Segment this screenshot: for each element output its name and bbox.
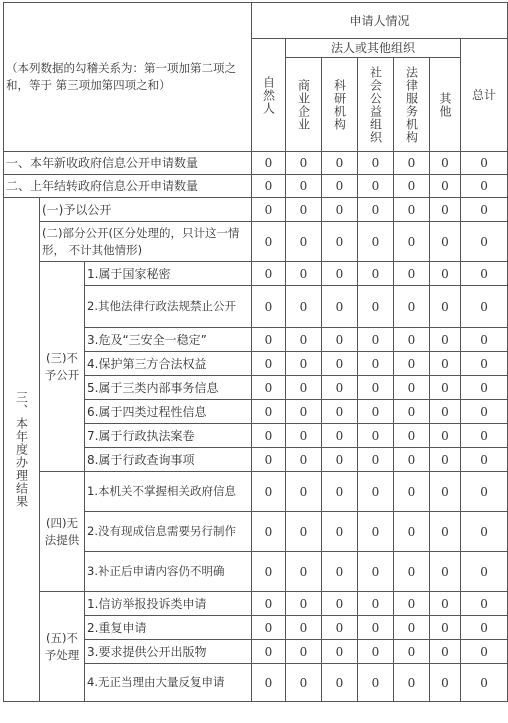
- cell-value: 0: [358, 512, 394, 552]
- cell-value: 0: [394, 222, 430, 262]
- cell-value: 0: [461, 352, 508, 376]
- cell-value: 0: [286, 376, 322, 400]
- cell-value: 0: [286, 175, 322, 198]
- sub-item-label: 3.要求提供公开出版物: [85, 640, 252, 664]
- cell-value: 0: [286, 472, 322, 512]
- cell-value: 0: [461, 152, 508, 175]
- cell-value: 0: [430, 152, 461, 175]
- total-header: 总计: [461, 39, 508, 152]
- cell-value: 0: [286, 222, 322, 262]
- cell-value: 0: [394, 262, 430, 286]
- sub-item-label: 2.重复申请: [85, 616, 252, 640]
- cell-value: 0: [358, 328, 394, 352]
- cell-value: 0: [286, 400, 322, 424]
- other-header: [430, 58, 461, 152]
- cell-value: 0: [430, 552, 461, 592]
- cell-value: 0: [430, 222, 461, 262]
- sub-item-label: 6.属于四类过程性信息: [85, 400, 252, 424]
- row-label-grant: (一)予以公开: [40, 198, 252, 222]
- sub-item-label: 3.补正后申请内容仍不明确: [85, 552, 252, 592]
- cell-value: 0: [252, 448, 286, 472]
- social-welfare-label: 社会公益组织: [368, 65, 383, 144]
- other-label: 其他: [438, 91, 452, 118]
- cell-value: 0: [358, 592, 394, 616]
- cell-value: 0: [394, 328, 430, 352]
- cell-value: 0: [286, 352, 322, 376]
- cell-value: 0: [461, 512, 508, 552]
- cell-value: 0: [358, 400, 394, 424]
- cell-value: 0: [286, 448, 322, 472]
- cell-value: 0: [358, 175, 394, 198]
- cell-value: 0: [394, 616, 430, 640]
- cell-value: 0: [358, 222, 394, 262]
- table-row: [4, 198, 508, 222]
- sub-item-label: 1.本机关不掌握相关政府信息: [85, 472, 252, 512]
- cell-value: 0: [430, 400, 461, 424]
- cell-value: 0: [286, 616, 322, 640]
- cell-value: 0: [430, 286, 461, 328]
- cell-value: 0: [252, 222, 286, 262]
- cell-value: 0: [322, 152, 358, 175]
- reconciliation-note: （本列数据的勾稽关系为：第一项加第二项之和，等于 第三项加第四项之和）: [4, 3, 252, 152]
- cell-value: 0: [286, 664, 322, 702]
- row-label-carryover: 二、上年结转政府信息公开申请数量: [4, 175, 252, 198]
- cell-value: 0: [394, 424, 430, 448]
- cell-value: 0: [430, 262, 461, 286]
- cell-value: 0: [286, 328, 322, 352]
- cell-value: 0: [394, 352, 430, 376]
- research-institute-label: 科研机构: [332, 78, 347, 131]
- row-label-partial: (二)部分公开(区分处理的，只计这一情形， 不计其他情形): [40, 222, 252, 262]
- cell-value: 0: [252, 472, 286, 512]
- sub-item-label: 8.属于行政查询事项: [85, 448, 252, 472]
- sub-item-label: 1.属于国家秘密: [85, 262, 252, 286]
- cell-value: 0: [461, 328, 508, 352]
- cell-value: 0: [322, 328, 358, 352]
- cell-value: 0: [358, 424, 394, 448]
- cell-value: 0: [252, 664, 286, 702]
- cell-value: 0: [461, 640, 508, 664]
- cell-value: 0: [394, 592, 430, 616]
- cell-value: 0: [430, 616, 461, 640]
- sub-item-label: 2.其他法律行政法规禁止公开: [85, 286, 252, 328]
- sub-item-label: 5.属于三类内部事务信息: [85, 376, 252, 400]
- cell-value: 0: [322, 376, 358, 400]
- cell-value: 0: [461, 448, 508, 472]
- cell-value: 0: [430, 664, 461, 702]
- cell-value: 0: [252, 512, 286, 552]
- cell-value: 0: [430, 175, 461, 198]
- cell-value: 0: [322, 262, 358, 286]
- cell-value: 0: [322, 175, 358, 198]
- cell-value: 0: [286, 152, 322, 175]
- cell-value: 0: [461, 262, 508, 286]
- cell-value: 0: [322, 352, 358, 376]
- legal-service-header: [394, 58, 430, 152]
- table-row: [4, 222, 508, 262]
- cell-value: 0: [322, 616, 358, 640]
- cell-value: 0: [430, 328, 461, 352]
- cell-value: 0: [394, 376, 430, 400]
- cell-value: 0: [286, 640, 322, 664]
- cell-value: 0: [461, 175, 508, 198]
- cell-value: 0: [358, 352, 394, 376]
- cell-value: 0: [252, 616, 286, 640]
- cell-value: 0: [322, 552, 358, 592]
- cell-value: 0: [322, 664, 358, 702]
- cell-value: 0: [252, 152, 286, 175]
- cell-value: 0: [322, 286, 358, 328]
- commercial-enterprise-label: 商业企业: [296, 78, 311, 131]
- cell-value: 0: [252, 400, 286, 424]
- cell-value: 0: [461, 286, 508, 328]
- cell-value: 0: [252, 175, 286, 198]
- cell-value: 0: [461, 222, 508, 262]
- sub-item-label: 2.没有现成信息需要另行制作: [85, 512, 252, 552]
- cell-value: 0: [430, 352, 461, 376]
- sub-item-label: 1.信访举报投诉类申请: [85, 592, 252, 616]
- sub-item-label: 4.保护第三方合法权益: [85, 352, 252, 376]
- cell-value: 0: [394, 552, 430, 592]
- cell-value: 0: [358, 472, 394, 512]
- cell-value: 0: [461, 198, 508, 222]
- row-label-not-disclose: (三)不予公开: [40, 262, 85, 472]
- legal-person-group-header: 法人或其他组织: [286, 39, 461, 58]
- cell-value: 0: [252, 552, 286, 592]
- sub-item-label: 3.危及“三安全一稳定”: [85, 328, 252, 352]
- cell-value: 0: [394, 198, 430, 222]
- cell-value: 0: [430, 472, 461, 512]
- social-welfare-header: [358, 58, 394, 152]
- cell-value: 0: [461, 552, 508, 592]
- row-label-new: 一、本年新收政府信息公开申请数量: [4, 152, 252, 175]
- cell-value: 0: [358, 552, 394, 592]
- cell-value: 0: [430, 198, 461, 222]
- cell-value: 0: [394, 448, 430, 472]
- cell-value: 0: [286, 286, 322, 328]
- cell-value: 0: [394, 472, 430, 512]
- cell-value: 0: [461, 592, 508, 616]
- results-label: 三、本年度办理结果: [14, 391, 29, 508]
- cell-value: 0: [358, 198, 394, 222]
- cell-value: 0: [286, 512, 322, 552]
- cell-value: 0: [252, 424, 286, 448]
- cell-value: 0: [358, 448, 394, 472]
- research-institute-header: [322, 58, 358, 152]
- row-label-cannot-provide: (四)无法提供: [40, 472, 85, 592]
- cell-value: 0: [286, 592, 322, 616]
- cell-value: 0: [461, 376, 508, 400]
- natural-person-header: [252, 39, 286, 152]
- cell-value: 0: [394, 286, 430, 328]
- cell-value: 0: [430, 640, 461, 664]
- cell-value: 0: [252, 592, 286, 616]
- table-row: [4, 472, 508, 512]
- table-row: [4, 175, 508, 198]
- cell-value: 0: [461, 424, 508, 448]
- cell-value: 0: [461, 400, 508, 424]
- legal-service-label: 法律服务机构: [404, 65, 419, 144]
- cell-value: 0: [394, 175, 430, 198]
- table-row: [4, 592, 508, 616]
- cell-value: 0: [322, 472, 358, 512]
- natural-person-label: 自然人: [261, 75, 276, 115]
- cell-value: 0: [322, 512, 358, 552]
- cell-value: 0: [252, 352, 286, 376]
- cell-value: 0: [461, 664, 508, 702]
- cell-value: 0: [358, 152, 394, 175]
- row-label-not-process: (五)不予处理: [40, 592, 85, 702]
- cell-value: 0: [430, 376, 461, 400]
- applicant-status-header: 申请人情况: [252, 3, 508, 39]
- cell-value: 0: [461, 616, 508, 640]
- cell-value: 0: [394, 640, 430, 664]
- cell-value: 0: [430, 592, 461, 616]
- cell-value: 0: [394, 512, 430, 552]
- cell-value: 0: [358, 640, 394, 664]
- row-label-results: [4, 198, 40, 702]
- applications-table: [3, 2, 508, 702]
- cell-value: 0: [322, 198, 358, 222]
- cell-value: 0: [322, 400, 358, 424]
- cell-value: 0: [358, 286, 394, 328]
- cell-value: 0: [252, 328, 286, 352]
- cell-value: 0: [286, 552, 322, 592]
- cell-value: 0: [394, 152, 430, 175]
- cell-value: 0: [322, 592, 358, 616]
- cell-value: 0: [252, 640, 286, 664]
- cell-value: 0: [358, 664, 394, 702]
- cell-value: 0: [322, 448, 358, 472]
- cell-value: 0: [322, 222, 358, 262]
- cell-value: 0: [430, 512, 461, 552]
- cell-value: 0: [286, 262, 322, 286]
- sub-item-label: 4.无正当理由大量反复申请: [85, 664, 252, 702]
- cell-value: 0: [252, 286, 286, 328]
- cell-value: 0: [286, 198, 322, 222]
- cell-value: 0: [394, 664, 430, 702]
- cell-value: 0: [394, 400, 430, 424]
- table-row: [4, 152, 508, 175]
- cell-value: 0: [322, 424, 358, 448]
- cell-value: 0: [252, 198, 286, 222]
- cell-value: 0: [358, 262, 394, 286]
- cell-value: 0: [252, 376, 286, 400]
- table-row: [4, 262, 508, 286]
- cell-value: 0: [252, 262, 286, 286]
- cell-value: 0: [358, 616, 394, 640]
- cell-value: 0: [461, 472, 508, 512]
- cell-value: 0: [358, 376, 394, 400]
- commercial-enterprise-header: [286, 58, 322, 152]
- cell-value: 0: [322, 640, 358, 664]
- cell-value: 0: [286, 424, 322, 448]
- cell-value: 0: [430, 448, 461, 472]
- sub-item-label: 7.属于行政执法案卷: [85, 424, 252, 448]
- cell-value: 0: [430, 424, 461, 448]
